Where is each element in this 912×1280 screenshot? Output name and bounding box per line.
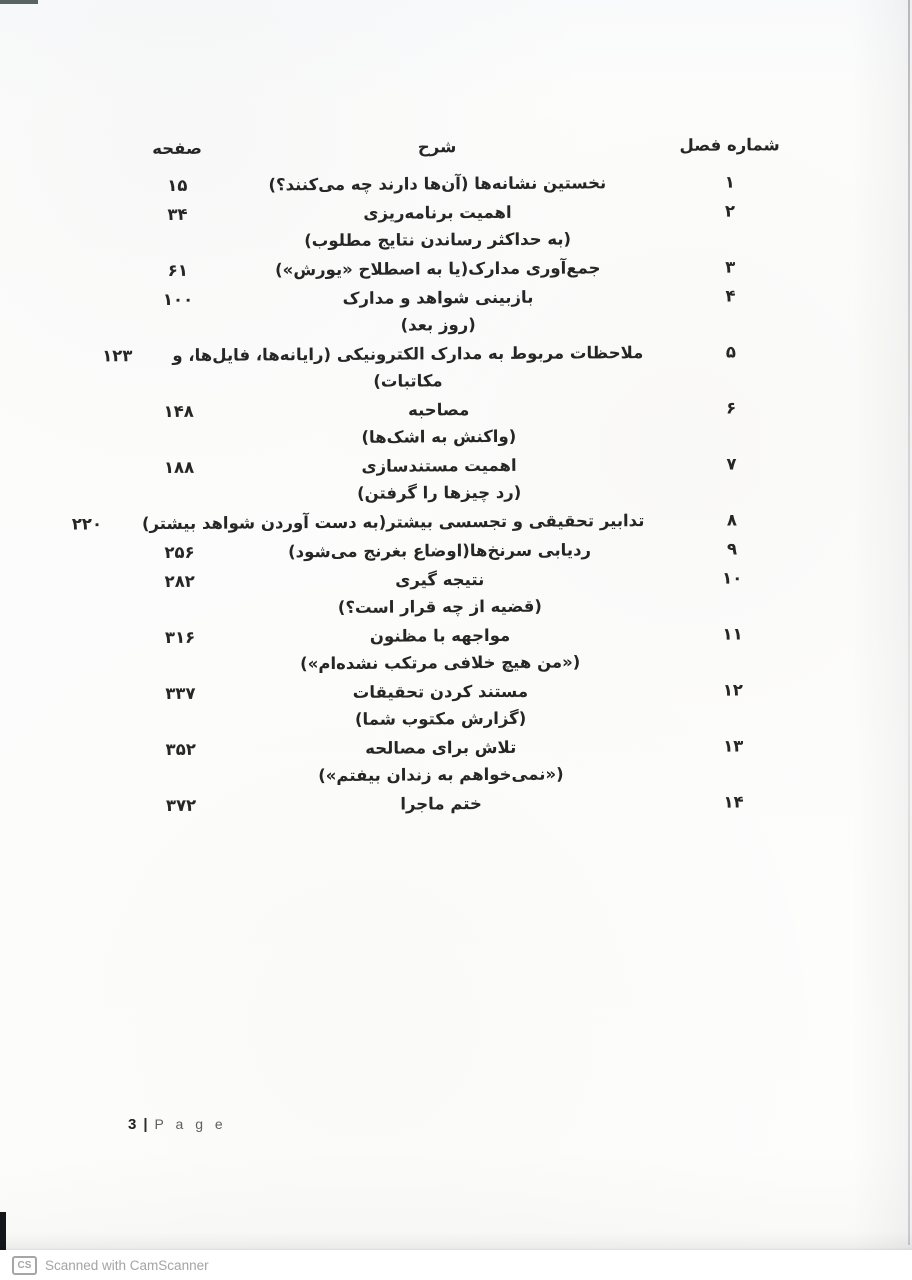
chapter-description [172, 339, 643, 396]
column-header-chapter: شماره فصل [679, 135, 780, 155]
page-number: ۱۵ [167, 175, 188, 195]
table-row [71, 506, 819, 537]
column-header-description: شرح [417, 137, 457, 157]
page-number: ۳۷۲ [165, 795, 197, 815]
chapter-number: ۱۰ [722, 568, 743, 588]
chapter-number: ۲ [724, 201, 736, 221]
chapter-subtitle: («نمی‌خواهم به زندان بیفتم») [318, 764, 564, 786]
chapter-description [142, 507, 645, 537]
chapter-description [233, 254, 643, 284]
chapter-number: ۱۴ [723, 792, 744, 812]
column-header-page: صفحه [152, 138, 203, 159]
page-bottom-shadow [0, 1232, 912, 1250]
table-row [123, 253, 818, 284]
chapter-title: ملاحظات مربوط به مدارک الکترونیکی (رایانه‌ها، فایل‌ها، و [172, 343, 644, 365]
chapter-title: مصاحبه [407, 400, 470, 420]
chapter-subtitle: (قضیه از چه قرار است؟) [337, 596, 542, 617]
table-row [123, 282, 818, 340]
page-number: ۲۵۶ [164, 542, 195, 562]
page-number: ۱۸۸ [163, 457, 195, 477]
chapter-title: اهمیت مستندسازی [361, 455, 517, 476]
chapter-subtitle: مکاتبات) [373, 371, 443, 391]
page-footer [128, 1116, 227, 1133]
scan-artifact-top-left [0, 0, 38, 4]
chapter-description [232, 198, 642, 255]
page-number: ۱۰۰ [162, 289, 194, 309]
table-row [102, 338, 818, 396]
chapter-subtitle: (رد چیزها را گرفتن) [357, 482, 522, 503]
table-row [125, 564, 820, 622]
chapter-description [236, 733, 646, 790]
chapter-title: نتیجه گیری [395, 570, 485, 590]
chapter-number: ۹ [726, 539, 738, 559]
chapter-description [235, 565, 645, 622]
page-number: ۱۴۸ [163, 401, 194, 421]
chapter-description [235, 621, 645, 678]
chapter-number: ۱ [724, 172, 735, 192]
chapter-description [235, 677, 645, 734]
table-row [124, 394, 819, 452]
chapter-subtitle: («من هیچ خلافی مرتکب نشده‌ام») [300, 652, 581, 674]
page-number: ۳۴ [167, 204, 188, 224]
chapter-title: ختم ماجرا [400, 794, 482, 814]
table-row [125, 620, 820, 678]
chapter-title: مستند کردن تحقیقات [352, 681, 529, 702]
table-row [122, 197, 817, 255]
chapter-title: تدابیر تحقیقی و تجسسی بیشتر(به دست آوردن شواهد بیشتر) [141, 511, 645, 534]
chapter-title: مواجهه با مظنون [369, 625, 511, 646]
chapter-title: اهمیت برنامه‌ریزی [363, 202, 512, 223]
chapter-title: جمع‌آوری مدارک(یا به اصطلاح «یورش») [275, 258, 601, 280]
table-row [126, 732, 821, 790]
chapter-subtitle: (واکنش به اشک‌ها) [361, 426, 517, 447]
table-row [124, 450, 819, 508]
page-number: ۳۵۲ [165, 739, 196, 759]
chapter-subtitle: (روز بعد) [400, 315, 476, 335]
chapter-number: ۱۲ [722, 680, 744, 700]
scan-edge-shadow [852, 0, 912, 1250]
chapter-title: نخستین نشانه‌ها (آن‌ها دارند چه می‌کنند؟) [268, 173, 607, 195]
chapter-title: ردیابی سرنخ‌ها(اوضاع بغرنج می‌شود) [288, 540, 592, 562]
page-footer-label: P a g e [154, 1116, 227, 1132]
chapter-description [234, 451, 644, 508]
chapter-description [234, 536, 644, 566]
page-footer-separator: | [143, 1116, 148, 1133]
table-row [125, 676, 820, 734]
chapter-number: ۱۳ [723, 736, 744, 756]
page-number: ۶۱ [167, 260, 188, 280]
page-number: ۱۲۳ [102, 346, 133, 366]
chapter-number: ۵ [725, 342, 736, 362]
table-row [122, 168, 817, 199]
chapter-description [234, 395, 644, 452]
page-number: ۲۸۲ [164, 571, 195, 591]
scan-edge-line [908, 0, 910, 1245]
chapter-subtitle: (به حداکثر رساندن نتایج مطلوب) [304, 229, 572, 251]
chapter-number: ۷ [726, 454, 737, 474]
chapter-number: ۳ [725, 257, 736, 277]
table-row [124, 535, 819, 566]
page-number: ۳۱۶ [164, 627, 196, 647]
chapter-number: ۱۱ [722, 624, 743, 644]
chapter-title: تلاش برای مصالحه [365, 737, 517, 758]
page-number: ۲۲۰ [71, 514, 103, 534]
chapter-title: بازبینی شواهد و مدارک [342, 287, 534, 308]
toc-rows [71, 168, 821, 819]
chapter-number: ۸ [726, 510, 737, 530]
chapter-number: ۶ [726, 398, 737, 418]
camscanner-logo-icon: CS [12, 1256, 37, 1275]
camscanner-watermark-text: Scanned with CamScanner [45, 1257, 209, 1273]
page-footer-number: 3 [128, 1116, 137, 1133]
chapter-subtitle: (گزارش مکتوب شما) [354, 708, 527, 729]
chapter-description [233, 283, 643, 340]
chapter-number: ۴ [725, 286, 736, 306]
toc-header-row [122, 132, 817, 162]
table-row [126, 788, 821, 819]
chapter-description [236, 789, 646, 819]
page-number: ۳۳۷ [165, 683, 196, 703]
chapter-description [232, 169, 642, 199]
table-of-contents [71, 132, 821, 821]
camscanner-watermark-bar [0, 1250, 912, 1280]
